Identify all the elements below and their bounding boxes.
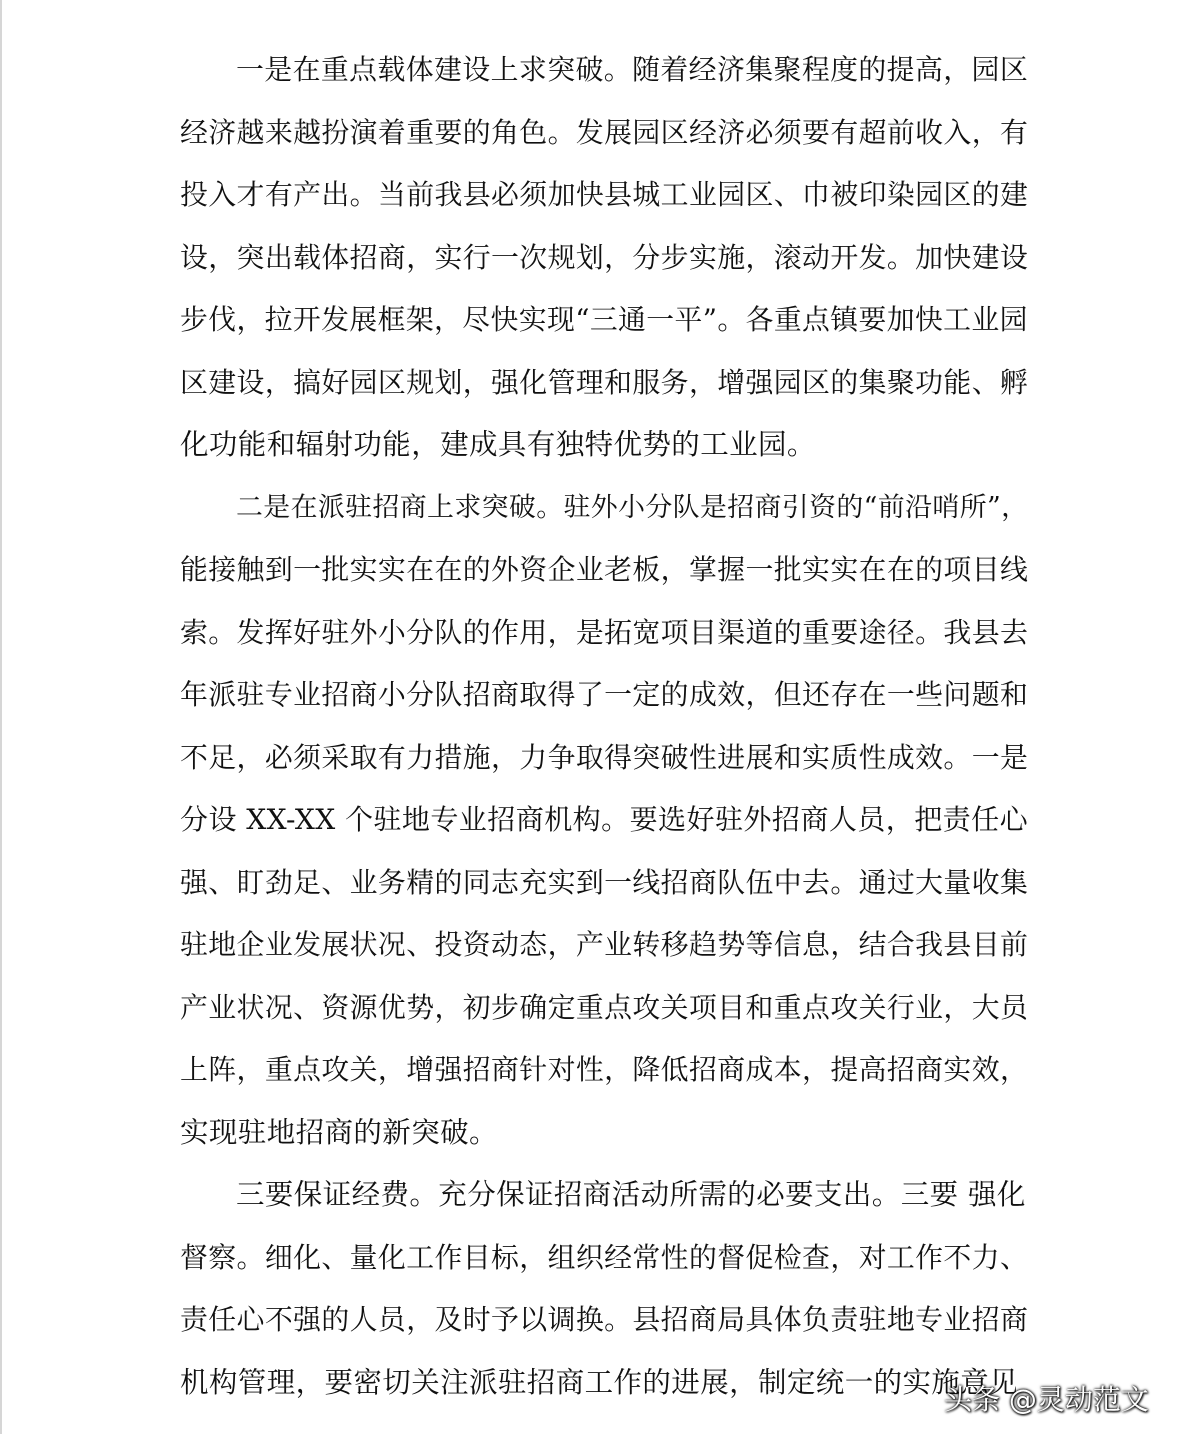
paragraph-1-line-4: 设，突出载体招商，实行一次规划，分步实施，滚动开发。加快建设 — [180, 240, 1029, 274]
paragraph-3-line-4: 机构管理，要密切关注派驻招商工作的进展，制定统一的实施意见 — [180, 1365, 1019, 1399]
paragraph-3-line-3: 责任心不强的人员，及时予以调换。县招商局具体负责驻地专业招商 — [180, 1303, 1029, 1336]
paragraph-1-line-2: 经济越来越扮演着重要的角色。发展园区经济必须要有超前收入，有 — [180, 115, 1029, 149]
paragraph-1-line-5: 步伐，拉开发展框架，尽快实现“三通一平”。各重点镇要加快工业园 — [180, 303, 1028, 336]
paragraph-2-line-6: 分设 XX-XX 个驻地专业招商机构。要选好驻外招商人员，把责任心 — [180, 803, 1029, 836]
paragraph-2-line-1: 二是在派驻招商上求突破。驻外小分队是招商引资的“前沿哨所”， — [236, 491, 1029, 523]
paragraph-2-line-3: 索。发挥好驻外小分队的作用，是拓宽项目渠道的重要途径。我县去 — [180, 615, 1029, 649]
paragraph-2-line-7: 强、盯劲足、业务精的同志充实到一线招商队伍中去。通过大量收集 — [180, 865, 1029, 899]
paragraph-2-line-9: 产业状况、资源优势，初步确定重点攻关项目和重点攻关行业，大员 — [180, 990, 1029, 1024]
paragraph-1-line-1: 一是在重点载体建设上求突破。随着经济集聚程度的提高，园区 — [236, 53, 1029, 86]
paragraph-2-line-11: 实现驻地招商的新突破。 — [180, 1115, 498, 1149]
paragraph-2-line-10: 上阵，重点攻关，增强招商针对性，降低招商成本，提高招商实效， — [180, 1053, 1029, 1086]
paragraph-1-line-6: 区建设，搞好园区规划，强化管理和服务，增强园区的集聚功能、孵 — [180, 365, 1029, 399]
paragraph-2-line-4: 年派驻专业招商小分队招商取得了一定的成效，但还存在一些问题和 — [180, 678, 1029, 711]
paragraph-1-line-3: 投入才有产出。当前我县必须加快县城工业园区、巾被印染园区的建 — [180, 178, 1029, 211]
paragraph-2-line-8: 驻地企业发展状况、投资动态，产业转移趋势等信息，结合我县目前 — [180, 928, 1029, 961]
paragraph-2-line-5: 不足，必须采取有力措施，力争取得突破性进展和实质性成效。一是 — [180, 740, 1029, 774]
paragraph-1-line-7: 化功能和辐射功能，建成具有独特优势的工业园。 — [180, 428, 816, 461]
paragraph-3-line-2: 督察。细化、量化工作目标，组织经常性的督促检查，对工作不力、 — [180, 1240, 1029, 1274]
paragraph-2-line-2: 能接触到一批实实在在的外资企业老板，掌握一批实实在在的项目线 — [180, 553, 1029, 586]
paragraph-3-line-1: 三要保证经费。充分保证招商活动所需的必要支出。三要 强化 — [236, 1178, 1026, 1211]
page-left-edge — [0, 0, 2, 1434]
watermark-label: 头条 @灵动范文 — [944, 1383, 1149, 1416]
